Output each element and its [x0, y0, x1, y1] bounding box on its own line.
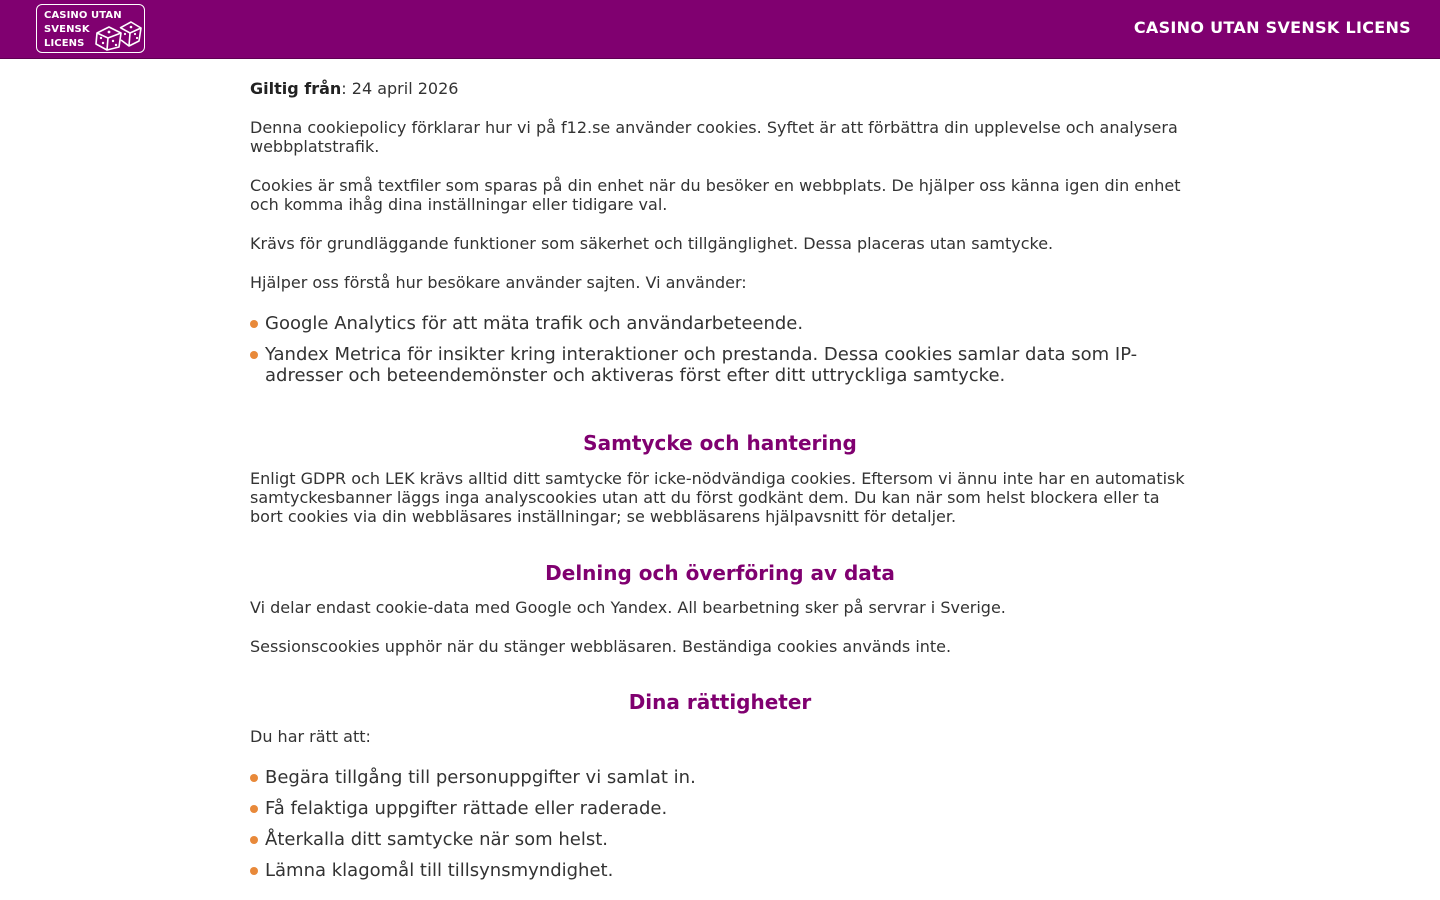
site-header [0, 0, 1440, 59]
list-item-text: Yandex Metrica för insikter kring interaktioner och prestanda. Dessa cookies samlar data som IP-adresser och beteendemönster och aktiveras först efter ditt uttryckliga samtycke. [265, 344, 1138, 386]
logo-line-1: CASINO UTAN [44, 10, 122, 21]
valid-from [250, 79, 1190, 98]
list-item [250, 767, 1190, 788]
bullet-icon [250, 351, 258, 359]
list-item-text: Google Analytics för att mäta trafik och användarbeteende. [265, 313, 804, 334]
list-item [250, 344, 1190, 386]
sharing-heading: Delning och överföring av data [545, 561, 895, 585]
intro-paragraph: Denna cookiepolicy förklarar hur vi på f12.se använder cookies. Syftet är att förbättra din upplevelse och analysera webbplatstrafik. [250, 118, 1178, 156]
bullet-icon [250, 836, 258, 844]
dice-icon [93, 19, 143, 51]
bullet-icon [250, 805, 258, 813]
main-content [250, 79, 1190, 891]
list-item-text: Få felaktiga uppgifter rättade eller raderade. [265, 798, 668, 819]
list-item [250, 860, 1190, 881]
session-cookies-text: Sessionscookies upphör när du stänger webbläsaren. Beständiga cookies används inte. [250, 637, 952, 656]
rights-heading: Dina rättigheter [628, 690, 812, 714]
analytics-tools-list [250, 313, 1190, 386]
list-item-text: Återkalla ditt samtycke när som helst. [265, 829, 608, 850]
necessary-cookies-text: Krävs för grundläggande funktioner som säkerhet och tillgänglighet. Dessa placeras utan samtycke. [250, 234, 1054, 253]
valid-from-label: Giltig från [250, 79, 342, 98]
list-item-text: Lämna klagomål till tillsynsmyndighet. [265, 860, 614, 881]
sharing-text: Vi delar endast cookie-data med Google och Yandex. All bearbetning sker på servrar i Sverige. [250, 598, 1006, 617]
consent-heading: Samtycke och hantering [583, 431, 857, 455]
list-item [250, 829, 1190, 850]
rights-intro: Du har rätt att: [250, 727, 371, 746]
list-item [250, 313, 1190, 334]
consent-text: Enligt GDPR och LEK krävs alltid ditt samtycke för icke-nödvändiga cookies. Eftersom vi ännu inte har en automatisk samtyckesbanner läggs inga analyscookies utan att du först godkänt dem. Du kan när som helst blockera eller ta bort cookies via din webbläsares inställningar; se webbläsarens hjälpavsnitt för detaljer. [250, 469, 1185, 526]
analytics-cookies-text: Hjälper oss förstå hur besökare använder sajten. Vi använder: [250, 273, 747, 292]
bullet-icon [250, 774, 258, 782]
logo-line-3: LICENS [44, 38, 85, 49]
list-item [250, 798, 1190, 819]
site-logo[interactable] [36, 4, 145, 53]
cookies-definition: Cookies är små textfiler som sparas på din enhet när du besöker en webbplats. De hjälper oss känna igen din enhet och komma ihåg dina inställningar eller tidigare val. [250, 176, 1181, 214]
rights-list [250, 767, 1190, 881]
valid-from-date: : 24 april 2026 [341, 79, 459, 98]
logo-line-2: SVENSK [44, 24, 90, 35]
list-item-text: Begära tillgång till personuppgifter vi samlat in. [265, 767, 696, 788]
bullet-icon [250, 867, 258, 875]
bullet-icon [250, 320, 258, 328]
brand-link[interactable]: CASINO UTAN SVENSK LICENS [1133, 18, 1411, 37]
